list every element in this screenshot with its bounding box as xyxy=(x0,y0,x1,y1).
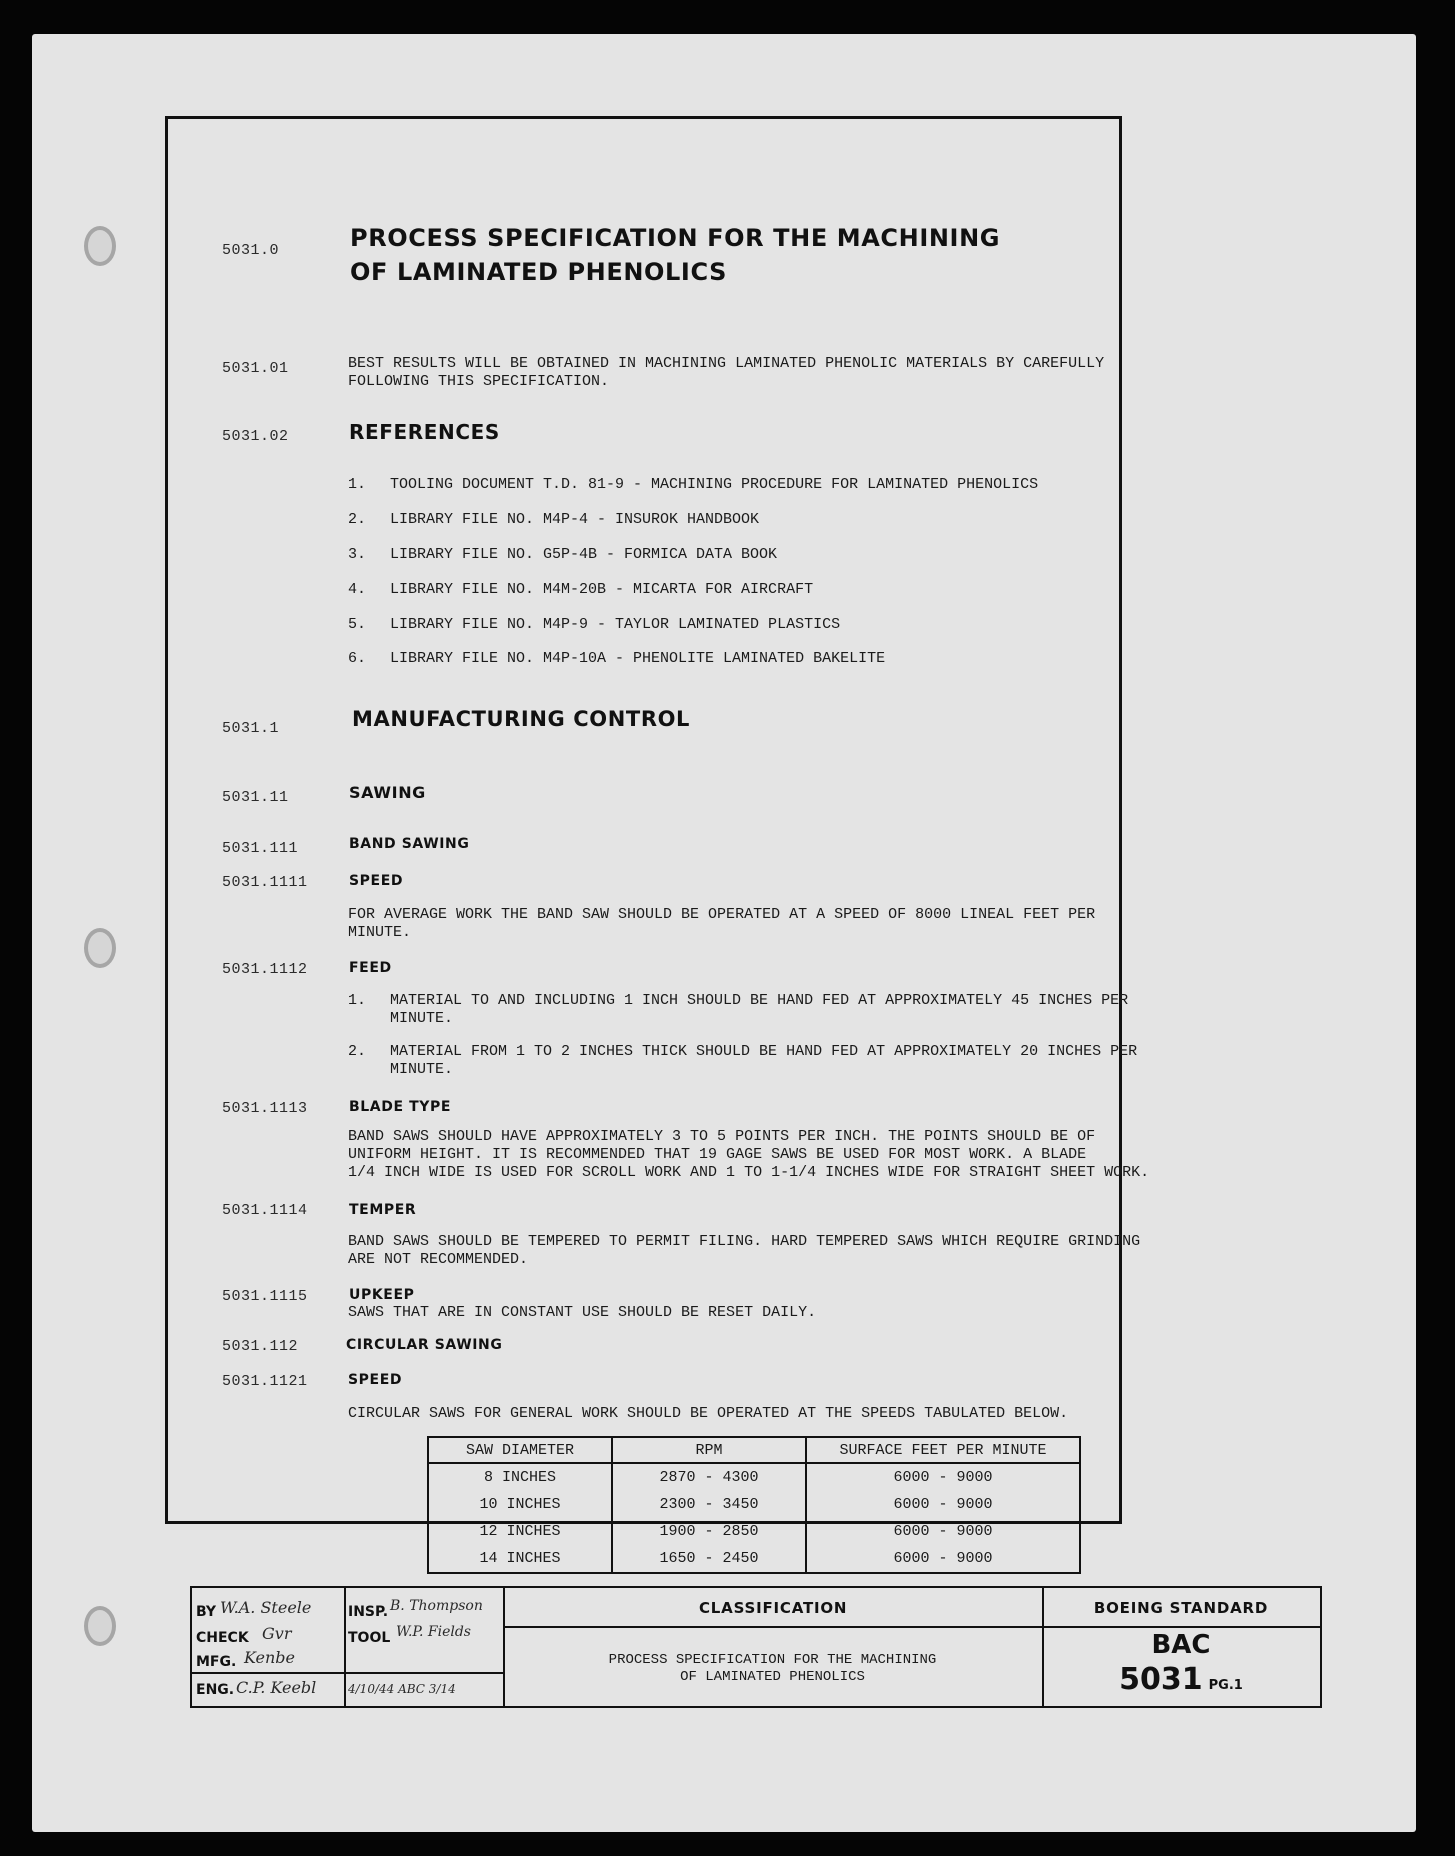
list-item xyxy=(348,511,1038,546)
section-number: 5031.1115 xyxy=(222,1288,308,1305)
item-number: 4. xyxy=(348,581,367,598)
column-header: SURFACE FEET PER MINUTE xyxy=(806,1437,1080,1463)
classification-title xyxy=(503,1652,1042,1686)
table-cell: 6000 - 9000 xyxy=(893,1496,993,1513)
text-line: OF LAMINATED PHENOLICS xyxy=(680,1669,865,1685)
blade-type-paragraph xyxy=(348,1128,1149,1182)
feed-heading: FEED xyxy=(349,960,392,976)
table-cell: 1650 - 2450 xyxy=(612,1545,806,1573)
section-number: 5031.01 xyxy=(222,360,289,377)
binder-hole xyxy=(84,226,116,266)
table-cell: 8 INCHES xyxy=(428,1463,612,1491)
saw-speed-table xyxy=(427,1436,1081,1574)
classification-label: CLASSIFICATION xyxy=(699,1599,848,1617)
text-line: BAND SAWS SHOULD BE TEMPERED TO PERMIT FILING. HARD TEMPERED SAWS WHICH REQUIRE GRINDING xyxy=(348,1233,1141,1250)
text-line: MATERIAL TO AND INCLUDING 1 INCH SHOULD BE HAND FED AT APPROXIMATELY 45 INCHES PER xyxy=(390,992,1129,1009)
item-number: 3. xyxy=(348,546,367,563)
tool-signature: W.P. Fields xyxy=(396,1624,471,1640)
upkeep-paragraph: SAWS THAT ARE IN CONSTANT USE SHOULD BE RESET DAILY. xyxy=(348,1304,817,1321)
item-number: 6. xyxy=(348,650,367,667)
table-row xyxy=(428,1463,1080,1491)
item-text: LIBRARY FILE NO. G5P-4B - FORMICA DATA BOOK xyxy=(390,546,778,563)
text-line: MINUTE. xyxy=(390,1010,454,1027)
list-item xyxy=(348,476,1038,511)
bac-label: BAC xyxy=(1151,1630,1211,1660)
section-number: 5031.11 xyxy=(222,789,289,806)
section-number: 5031.112 xyxy=(222,1338,299,1355)
table-row xyxy=(428,1491,1080,1518)
title-line-2: OF LAMINATED PHENOLICS xyxy=(350,258,727,286)
text-line: BEST RESULTS WILL BE OBTAINED IN MACHINING LAMINATED PHENOLIC MATERIALS BY CAREFULLY xyxy=(348,355,1105,372)
item-number: 2. xyxy=(348,1043,367,1060)
table-cell: 10 INCHES xyxy=(428,1491,612,1518)
section-number: 5031.1112 xyxy=(222,961,308,978)
binder-hole xyxy=(84,1606,116,1646)
text-line: MINUTE. xyxy=(348,924,412,941)
section-number: 5031.111 xyxy=(222,840,299,857)
spec-number: 5031 xyxy=(1119,1662,1203,1697)
table-cell: 12 INCHES xyxy=(428,1518,612,1545)
item-text: LIBRARY FILE NO. M4P-4 - INSUROK HANDBOOK xyxy=(390,511,760,528)
section-number: 5031.1114 xyxy=(222,1202,308,1219)
table-row xyxy=(428,1518,1080,1545)
text-line: ARE NOT RECOMMENDED. xyxy=(348,1251,529,1268)
divider xyxy=(344,1588,346,1706)
text-line: PROCESS SPECIFICATION FOR THE MACHINING xyxy=(608,1652,937,1668)
table-cell: 6000 - 9000 xyxy=(893,1469,993,1486)
item-text: TOOLING DOCUMENT T.D. 81-9 - MACHINING PROCEDURE FOR LAMINATED PHENOLICS xyxy=(390,476,1039,493)
title-line-1: PROCESS SPECIFICATION FOR THE MACHINING xyxy=(350,224,1001,252)
band-sawing-heading: BAND SAWING xyxy=(349,836,470,852)
section-number: 5031.1121 xyxy=(222,1373,308,1390)
by-signature: W.A. Steele xyxy=(220,1598,312,1617)
item-text: LIBRARY FILE NO. M4P-10A - PHENOLITE LAMINATED BAKELITE xyxy=(390,650,886,667)
column-header: SAW DIAMETER xyxy=(428,1437,612,1463)
text-line: FOR AVERAGE WORK THE BAND SAW SHOULD BE OPERATED AT A SPEED OF 8000 LINEAL FEET PER xyxy=(348,906,1096,923)
speed-heading: SPEED xyxy=(349,873,404,889)
list-item xyxy=(348,581,1038,616)
circular-speed-heading: SPEED xyxy=(348,1372,403,1388)
title-block xyxy=(190,1586,1322,1708)
temper-heading: TEMPER xyxy=(349,1202,417,1218)
section-number: 5031.1 xyxy=(222,720,280,737)
tool-label: TOOL xyxy=(348,1630,391,1646)
item-text: LIBRARY FILE NO. M4P-9 - TAYLOR LAMINATED PLASTICS xyxy=(390,616,841,633)
document-title xyxy=(350,221,1000,289)
divider xyxy=(503,1588,505,1706)
references-heading: REFERENCES xyxy=(349,420,500,444)
column-header: RPM xyxy=(612,1437,806,1463)
table-cell: 2870 - 4300 xyxy=(612,1463,806,1491)
item-number: 2. xyxy=(348,511,367,528)
table-header-row xyxy=(428,1437,1080,1463)
table-cell: 1900 - 2850 xyxy=(612,1518,806,1545)
text-line: MINUTE. xyxy=(390,1061,454,1078)
circular-speed-paragraph: CIRCULAR SAWS FOR GENERAL WORK SHOULD BE OPERATED AT THE SPEEDS TABULATED BELOW. xyxy=(348,1405,1069,1422)
manufacturing-control-heading: MANUFACTURING CONTROL xyxy=(352,707,691,731)
mfg-label: MFG. xyxy=(196,1654,237,1670)
text-line: FOLLOWING THIS SPECIFICATION. xyxy=(348,373,610,390)
check-label: CHECK xyxy=(196,1630,249,1646)
list-item xyxy=(348,616,1038,650)
section-number: 5031.0 xyxy=(222,242,280,259)
by-label: BY xyxy=(196,1604,217,1620)
speed-paragraph xyxy=(348,906,1095,942)
divider xyxy=(192,1672,503,1674)
item-number: 1. xyxy=(348,476,367,493)
section-number: 5031.02 xyxy=(222,428,289,445)
table-cell: 6000 - 9000 xyxy=(893,1550,993,1567)
blade-type-heading: BLADE TYPE xyxy=(349,1099,451,1115)
text-line: BAND SAWS SHOULD HAVE APPROXIMATELY 3 TO 5 POINTS PER INCH. THE POINTS SHOULD BE OF xyxy=(348,1128,1096,1145)
divider xyxy=(503,1626,1320,1628)
mfg-signature: Kenbe xyxy=(244,1648,296,1667)
page-number: PG.1 xyxy=(1208,1678,1243,1693)
insp-signature: B. Thompson xyxy=(390,1598,483,1614)
table-cell: 2300 - 3450 xyxy=(612,1491,806,1518)
item-number: 1. xyxy=(348,992,367,1009)
text-line: 1/4 INCH WIDE IS USED FOR SCROLL WORK AND 1 TO 1-1/4 INCHES WIDE FOR STRAIGHT SHEET WORK. xyxy=(348,1164,1150,1181)
eng-date: 4/10/44 ABC 3/14 xyxy=(348,1682,456,1696)
spec-number-line xyxy=(1042,1662,1320,1697)
eng-signature: C.P. Keebl xyxy=(236,1678,317,1697)
temper-paragraph xyxy=(348,1233,1140,1269)
table-row xyxy=(428,1545,1080,1573)
circular-sawing-heading: CIRCULAR SAWING xyxy=(346,1337,503,1353)
text-line: MATERIAL FROM 1 TO 2 INCHES THICK SHOULD BE HAND FED AT APPROXIMATELY 20 INCHES PER xyxy=(390,1043,1138,1060)
binder-hole xyxy=(84,928,116,968)
feed-item xyxy=(348,992,1128,1028)
item-number: 5. xyxy=(348,616,367,633)
upkeep-heading: UPKEEP xyxy=(349,1287,415,1303)
eng-label: ENG. xyxy=(196,1682,235,1698)
intro-paragraph xyxy=(348,355,1104,391)
table-cell: 6000 - 9000 xyxy=(893,1523,993,1540)
sawing-heading: SAWING xyxy=(349,783,426,802)
text-line: UNIFORM HEIGHT. IT IS RECOMMENDED THAT 19 GAGE SAWS BE USED FOR MOST WORK. A BLADE xyxy=(348,1146,1087,1163)
section-number: 5031.1113 xyxy=(222,1100,308,1117)
feed-item xyxy=(348,1043,1137,1079)
standard-label: BOEING STANDARD xyxy=(1093,1599,1269,1617)
insp-label: INSP. xyxy=(348,1604,389,1620)
list-item xyxy=(348,546,1038,581)
check-signature: Gvr xyxy=(262,1624,292,1643)
references-list xyxy=(348,476,1038,684)
item-text: LIBRARY FILE NO. M4M-20B - MICARTA FOR AIRCRAFT xyxy=(390,581,814,598)
table-cell: 14 INCHES xyxy=(428,1545,612,1573)
section-number: 5031.1111 xyxy=(222,874,308,891)
list-item xyxy=(348,650,1038,684)
